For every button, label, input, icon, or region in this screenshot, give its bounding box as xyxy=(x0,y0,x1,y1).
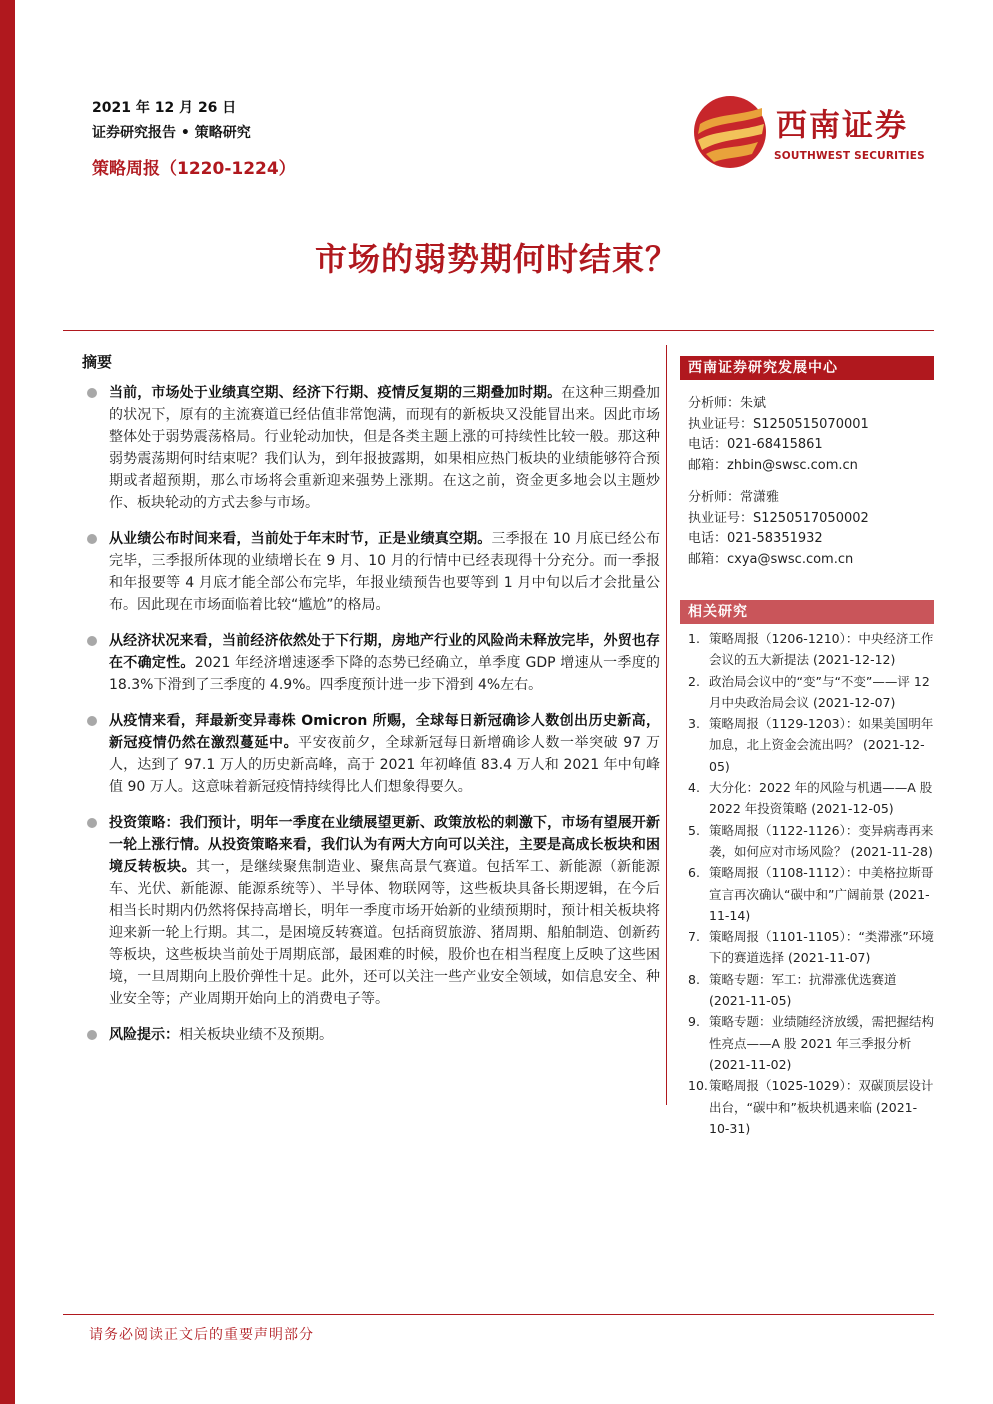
summary-heading: 摘要 xyxy=(82,353,113,371)
logo-name-en: SOUTHWEST SECURITIES xyxy=(774,150,925,162)
related-research-item[interactable] xyxy=(688,926,934,969)
item-text: 策略周报（1108-1112）：中美格拉斯哥宣言再次确认“碳中和”广阔前景 (2021-11-14) xyxy=(709,865,934,923)
bullet-dot-icon xyxy=(87,716,97,726)
item-number: 3. xyxy=(688,716,700,732)
analyst-phone: 电话：021-58351932 xyxy=(688,531,823,546)
item-number: 5. xyxy=(688,822,700,838)
related-research-item[interactable] xyxy=(688,862,934,926)
bullet-lead: 从业绩公布时间来看，当前处于年末时节，正是业绩真空期。 xyxy=(109,531,492,547)
related-research-list xyxy=(688,628,934,1139)
bullet-lead: 投资策略：我们预计，明年一季度在业绩展望更新、政策放松的刺激下，市场有望展开新一轮上涨行情。从投资策略来看，我们认为有两大方向可以关注，主要是高成长板块和困境反转板块。 xyxy=(109,815,660,875)
summary-bullet xyxy=(78,1024,660,1046)
item-text: 策略周报（1129-1203）：如果美国明年加息，北上资金会流出吗？ (2021-12-05) xyxy=(709,716,934,774)
footer-disclaimer: 请务必阅读正文后的重要声明部分 xyxy=(89,1327,314,1343)
report-type: 证券研究报告 • 策略研究 xyxy=(92,125,251,141)
left-accent-bar xyxy=(0,0,15,1404)
item-number: 2. xyxy=(688,673,700,689)
summary-bullet xyxy=(78,382,660,514)
analyst-card xyxy=(688,488,934,570)
bullet-dot-icon xyxy=(87,818,97,828)
logo-emblem-icon xyxy=(692,94,768,170)
analyst-card xyxy=(688,394,934,476)
analyst-email[interactable]: 邮箱：zhbin@swsc.com.cn xyxy=(688,457,858,473)
analyst-list xyxy=(688,394,934,582)
item-number: 6. xyxy=(688,865,700,881)
item-text: 政治局会议中的“变”与“不变”——评 12 月中央政治局会议 (2021-12-07) xyxy=(709,673,930,710)
item-text: 策略周报（1206-1210）：中央经济工作会议的五大新提法 (2021-12-12) xyxy=(709,631,934,668)
report-series: 策略周报（1220-1224） xyxy=(92,159,296,179)
related-research-heading xyxy=(680,600,934,624)
item-number: 1. xyxy=(688,631,700,646)
related-research-label: 相关研究 xyxy=(688,604,748,620)
top-divider xyxy=(63,330,934,331)
item-text: 大分化：2022 年的风险与机遇——A 股 2022 年投资策略 (2021-12-05) xyxy=(709,780,933,817)
item-text: 策略周报（1101-1105）：“类滞涨”环境下的赛道选择 (2021-11-07) xyxy=(709,929,934,966)
bullet-dot-icon xyxy=(87,534,97,544)
bullet-body: 2021 年经济增速逐季下降的态势已经确立，单季度 GDP 增速从一季度的 18.3%下滑到了三季度的 4.9%。四季度预计进一步下滑到 4%左右。 xyxy=(109,655,661,693)
related-research-item[interactable] xyxy=(688,777,934,820)
bullet-dot-icon xyxy=(87,1030,97,1040)
analyst-license: 执业证号：S1250515070001 xyxy=(688,416,869,432)
bullet-body: 三季报在 10 月底已经公布完毕，三季报所体现的业绩增长在 9 月、10 月的行情中已经表现得十分充分。而一季报和年报要等 4 月底才能全部公布完毕，年报业绩预告也要等到 1 月中旬以后才会批量公布。因此现在市场面临着比较“尴尬”的格局。 xyxy=(109,531,661,613)
bullet-dot-icon xyxy=(87,636,97,646)
analyst-phone: 电话：021-68415861 xyxy=(688,437,823,452)
bullet-body: 相关板块业绩不及预期。 xyxy=(179,1027,333,1043)
bullet-lead: 从经济状况来看，当前经济依然处于下行期，房地产行业的风险尚未释放完毕，外贸也存在不确定性。 xyxy=(109,633,660,671)
page-title: 市场的弱势期何时结束？ xyxy=(314,240,678,278)
related-research-item[interactable] xyxy=(688,969,934,1012)
item-number: 10. xyxy=(688,1078,708,1094)
summary-bullet xyxy=(78,528,660,616)
related-research-item[interactable] xyxy=(688,628,934,671)
bullet-body: 平安夜前夕，全球新冠每日新增确诊人数一举突破 97 万人，达到了 97.1 万人的历史新高峰，高于 2021 年初峰值 83.4 万人和 2021 年中旬峰值 90 万人。这意味着新冠疫情持续得比人们想象得要久。 xyxy=(109,735,661,795)
related-research-item[interactable] xyxy=(688,671,934,714)
bullet-body: 在这种三期叠加的状况下，原有的主流赛道已经估值非常饱满，而现有的新板块又没能冒出来。因此市场整体处于弱势震荡格局。行业轮动加快，但是各类主题上涨的可持续性比较一般。那这种弱势震荡期何时结束呢？我们认为，到年报披露期，如果相应热门板块的业绩能够符合预期或者超预期，那么市场将会重新迎来强势上涨期。在这之前，资金更多地会以主题炒作、板块轮动的方式去参与市场。 xyxy=(109,385,661,511)
related-research-item[interactable] xyxy=(688,1011,934,1075)
related-research-item[interactable] xyxy=(688,820,934,863)
bottom-divider xyxy=(63,1314,934,1315)
related-research-item[interactable] xyxy=(688,1075,934,1139)
item-number: 9. xyxy=(688,1014,700,1030)
logo-name-cn: 西南证券 xyxy=(776,108,908,144)
bullet-body: 其一，是继续聚焦制造业、聚焦高景气赛道。包括军工、新能源（新能源车、光伏、新能源、能源系统等）、半导体、物联网等，这些板块具备长期逻辑，在今后相当长时期内仍然将保持高增长，明年一季度市场开始新的业绩预期时，预计相关板块将迎来新一轮上行期。其二，是困境反转赛道。包括商贸旅游、猪周期、船舶制造、创新药等板块，这些板块当前处于周期底部，最困难的时候，股价也在相当程度上反映了这些困境，一旦周期向上股价弹性十足。此外，还可以关注一些产业安全领域，如信息安全、种业安全等；产业周期开始向上的消费电子等。 xyxy=(109,859,661,1007)
analyst-name: 分析师：常潇雅 xyxy=(688,490,780,505)
item-text: 策略周报（1122-1126）：变异病毒再来袭，如何应对市场风险？ (2021-11-28) xyxy=(709,822,934,859)
research-center-label: 西南证券研究发展中心 xyxy=(688,360,838,376)
analyst-name: 分析师：朱斌 xyxy=(688,396,767,411)
bullet-lead: 当前，市场处于业绩真空期、经济下行期、疫情反复期的三期叠加时期。 xyxy=(109,385,562,401)
analyst-email[interactable]: 邮箱：cxya@swsc.com.cn xyxy=(688,551,854,567)
southwest-securities-logo xyxy=(692,92,932,172)
related-research-item[interactable] xyxy=(688,713,934,777)
item-text: 策略周报（1025-1029）：双碳顶层设计出台，“碳中和”板块机遇来临 (2021-10-31) xyxy=(709,1078,934,1136)
item-number: 7. xyxy=(688,929,700,945)
bullet-lead: 风险提示： xyxy=(109,1027,179,1043)
summary-bullet xyxy=(78,710,660,798)
bullet-dot-icon xyxy=(87,388,97,398)
report-date: 2021 年 12 月 26 日 xyxy=(92,100,237,116)
summary-bullets xyxy=(78,382,660,1060)
summary-bullet xyxy=(78,812,660,1010)
summary-bullet xyxy=(78,630,660,696)
bullet-lead: 从疫情来看，拜最新变异毒株 Omicron 所赐，全球每日新冠确诊人数创出历史新高，新冠疫情仍然在激烈蔓延中。 xyxy=(109,713,660,751)
analyst-license: 执业证号：S1250517050002 xyxy=(688,510,869,526)
item-text: 策略专题：军工：抗滞涨优选赛道 (2021-11-05) xyxy=(709,971,897,1009)
research-center-heading xyxy=(680,356,934,380)
item-text: 策略专题：业绩随经济放缓，需把握结构性亮点——A 股 2021 年三季报分析 (2021-11-02) xyxy=(709,1014,935,1072)
column-divider xyxy=(666,345,667,1105)
item-number: 8. xyxy=(688,971,700,987)
item-number: 4. xyxy=(688,780,700,796)
